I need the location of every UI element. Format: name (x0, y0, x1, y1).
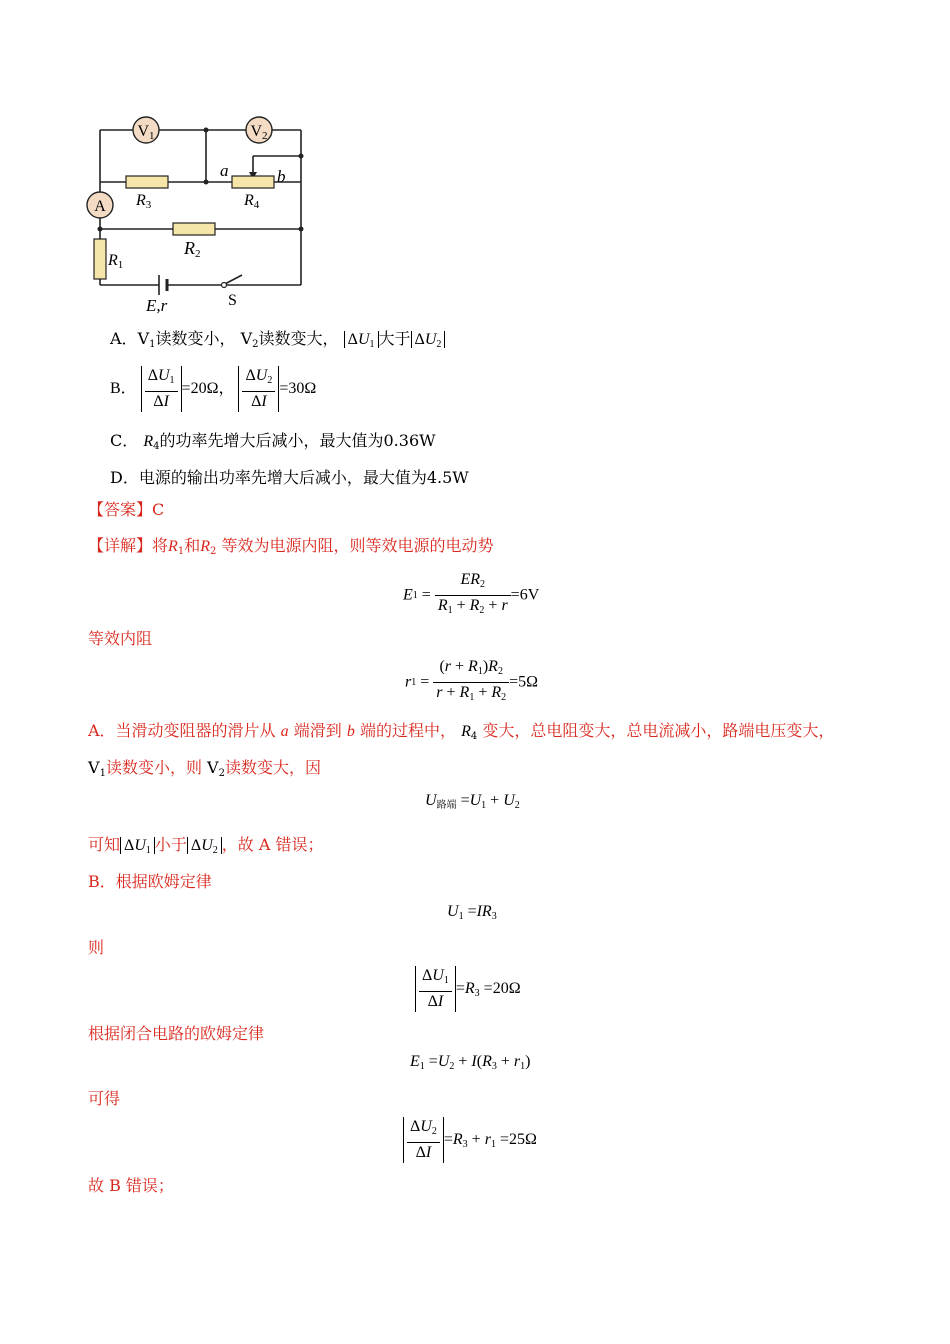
v1-meter-label: V1 (137, 123, 155, 142)
analysis-a-line2: $V_1$读数变小，则 $V_2$读数变大，因 (88, 758, 321, 779)
internal-resistance-label: 等效内阻 (88, 629, 153, 648)
equation-du1-di: $\frac{\Delta U_1}{\Delta I}$ $=R_3 =20\Omega$ (415, 966, 521, 1012)
slider-a-label: a (220, 161, 229, 180)
v2-meter-label: V2 (250, 123, 268, 142)
equation-du2-di: $\frac{\Delta U_2}{\Delta I}$ $=R_3 + r_1 =25\Omega$ (403, 1117, 537, 1163)
circuit-diagram (80, 112, 320, 317)
can-get-label: 可得 (88, 1089, 121, 1108)
option-d: D．电源的输出功率先增大后减小，最大值为4.5W (110, 468, 469, 487)
r4-label: R4 (244, 192, 260, 211)
r2-label: R2 (184, 238, 201, 260)
slider-b-label: b (277, 167, 286, 186)
switch-label: S (228, 292, 237, 309)
option-b: B． $\frac{\Delta U_1}{\Delta I}$ =20Ω， $\frac{\Delta U_2}{\Delta I}$ =30Ω (110, 367, 317, 410)
equation-terminal-voltage: $U_{路端} =U_1 + U_2$ (425, 792, 520, 811)
equation-closed-circuit: $E_1 =U_2 + I(R_3 + r_1)$ (410, 1053, 531, 1072)
then-label: 则 (88, 938, 105, 957)
ammeter-label: A (94, 198, 106, 215)
analysis-b-conclusion: 故 B 错误； (88, 1176, 174, 1195)
r1-label: R1 (108, 252, 124, 271)
option-c: C． $R_4$的功率先增大后减小，最大值为0.36W (110, 431, 436, 452)
closed-circuit-label: 根据闭合电路的欧姆定律 (88, 1024, 265, 1043)
analysis-b-heading: B．根据欧姆定律 (88, 872, 212, 891)
equation-emf: E1 = $\frac{ER_2}{R_1 + R_2 + r}$ =6V (403, 571, 540, 616)
equation-internal: r1 = $\frac{(r + R_1)R_2}{r + R_1 + R_2}$ =5Ω (405, 658, 539, 703)
answer: 【答案】C (88, 500, 165, 519)
equation-ohm: $U_1 =IR_3$ (447, 903, 497, 922)
option-a: A．$V_1$读数变小， $V_2$读数变大， $\Delta U_1$ 大于 $\Delta U_2$ (110, 328, 445, 356)
source-label: E,r (146, 296, 168, 315)
analysis-a-line1: A．当滑动变阻器的滑片从 a 端滑到 b 端的过程中， $R_4$ 变大，总电阻变大，总电流减小，路端电压变大， (88, 721, 835, 742)
r3-label: R3 (136, 192, 152, 211)
detail-intro: 【详解】将$R_1$和$R_2$ 等效为电源内阻，则等效电源的电动势 (88, 536, 494, 557)
analysis-a-conclusion: 可知 $\Delta U_1$ 小于 $\Delta U_2$ ，故 A 错误； (88, 835, 324, 856)
